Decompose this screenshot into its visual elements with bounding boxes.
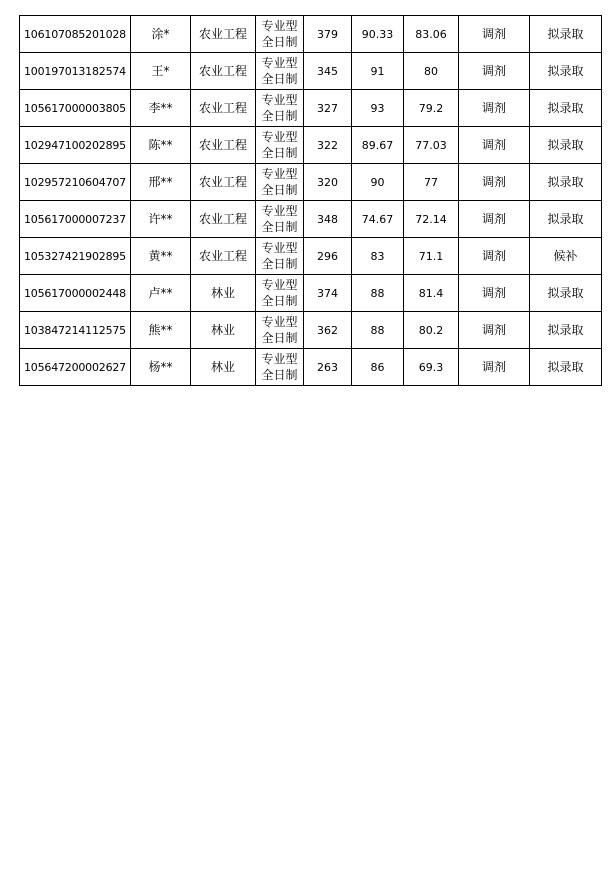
degree-type-line: 全日制 (261, 220, 298, 234)
category-cell: 调剂 (459, 90, 530, 127)
degree-type-cell (256, 164, 304, 201)
result-cell: 拟录取 (530, 127, 602, 164)
exam-id-cell: 106107085201028 (20, 16, 131, 53)
table-row (20, 238, 602, 275)
name-cell: 陈** (131, 127, 191, 164)
category-cell: 调剂 (459, 238, 530, 275)
retest-score-cell: 88 (352, 312, 404, 349)
retest-score-cell: 74.67 (352, 201, 404, 238)
result-cell: 拟录取 (530, 53, 602, 90)
degree-type-line: 专业型 (261, 278, 298, 292)
result-cell: 拟录取 (530, 275, 602, 312)
major-cell: 林业 (191, 275, 256, 312)
major-cell: 农业工程 (191, 90, 256, 127)
retest-score-cell: 91 (352, 53, 404, 90)
degree-type-cell (256, 127, 304, 164)
result-cell: 拟录取 (530, 164, 602, 201)
table-row (20, 201, 602, 238)
table-row (20, 127, 602, 164)
degree-type-cell (256, 238, 304, 275)
degree-type-line: 全日制 (261, 294, 298, 308)
retest-score-cell: 90 (352, 164, 404, 201)
table-row (20, 53, 602, 90)
retest-score-cell: 86 (352, 349, 404, 386)
degree-type-line: 专业型 (261, 130, 298, 144)
degree-type-line: 全日制 (261, 146, 298, 160)
major-cell: 林业 (191, 349, 256, 386)
result-cell: 拟录取 (530, 90, 602, 127)
retest-score-cell: 93 (352, 90, 404, 127)
name-cell: 熊** (131, 312, 191, 349)
initial-score-cell: 320 (304, 164, 352, 201)
degree-type-line: 专业型 (261, 93, 298, 107)
exam-id-cell: 103847214112575 (20, 312, 131, 349)
degree-type-line: 全日制 (261, 368, 298, 382)
exam-id-cell: 105327421902895 (20, 238, 131, 275)
major-cell: 农业工程 (191, 53, 256, 90)
name-cell: 杨** (131, 349, 191, 386)
table-row (20, 16, 602, 53)
degree-type-line: 全日制 (261, 183, 298, 197)
major-cell: 农业工程 (191, 201, 256, 238)
total-score-cell: 69.3 (404, 349, 459, 386)
initial-score-cell: 263 (304, 349, 352, 386)
result-cell: 拟录取 (530, 349, 602, 386)
table-row (20, 90, 602, 127)
degree-type-cell (256, 275, 304, 312)
exam-id-cell: 105647200002627 (20, 349, 131, 386)
initial-score-cell: 362 (304, 312, 352, 349)
degree-type-line: 全日制 (261, 72, 298, 86)
name-cell: 王* (131, 53, 191, 90)
degree-type-cell (256, 16, 304, 53)
name-cell: 涂* (131, 16, 191, 53)
major-cell: 林业 (191, 312, 256, 349)
degree-type-cell (256, 90, 304, 127)
exam-id-cell: 102957210604707 (20, 164, 131, 201)
degree-type-cell (256, 312, 304, 349)
result-cell: 候补 (530, 238, 602, 275)
name-cell: 黄** (131, 238, 191, 275)
exam-id-cell: 105617000007237 (20, 201, 131, 238)
degree-type-line: 全日制 (261, 331, 298, 345)
degree-type-line: 专业型 (261, 56, 298, 70)
exam-id-cell: 102947100202895 (20, 127, 131, 164)
category-cell: 调剂 (459, 127, 530, 164)
initial-score-cell: 348 (304, 201, 352, 238)
name-cell: 李** (131, 90, 191, 127)
exam-id-cell: 100197013182574 (20, 53, 131, 90)
degree-type-line: 专业型 (261, 204, 298, 218)
name-cell: 邢** (131, 164, 191, 201)
degree-type-cell (256, 201, 304, 238)
initial-score-cell: 296 (304, 238, 352, 275)
degree-type-line: 专业型 (261, 19, 298, 33)
degree-type-line: 全日制 (261, 35, 298, 49)
major-cell: 农业工程 (191, 238, 256, 275)
table-row (20, 164, 602, 201)
category-cell: 调剂 (459, 16, 530, 53)
major-cell: 农业工程 (191, 127, 256, 164)
major-cell: 农业工程 (191, 16, 256, 53)
degree-type-line: 专业型 (261, 315, 298, 329)
category-cell: 调剂 (459, 312, 530, 349)
initial-score-cell: 379 (304, 16, 352, 53)
table-row (20, 275, 602, 312)
total-score-cell: 80 (404, 53, 459, 90)
category-cell: 调剂 (459, 349, 530, 386)
name-cell: 卢** (131, 275, 191, 312)
degree-type-cell (256, 53, 304, 90)
total-score-cell: 72.14 (404, 201, 459, 238)
initial-score-cell: 345 (304, 53, 352, 90)
retest-score-cell: 88 (352, 275, 404, 312)
table-body (20, 16, 602, 386)
category-cell: 调剂 (459, 275, 530, 312)
retest-score-cell: 90.33 (352, 16, 404, 53)
retest-score-cell: 89.67 (352, 127, 404, 164)
total-score-cell: 80.2 (404, 312, 459, 349)
admission-table (19, 15, 602, 386)
degree-type-line: 专业型 (261, 167, 298, 181)
total-score-cell: 77.03 (404, 127, 459, 164)
category-cell: 调剂 (459, 201, 530, 238)
degree-type-line: 全日制 (261, 109, 298, 123)
table-row (20, 312, 602, 349)
initial-score-cell: 327 (304, 90, 352, 127)
degree-type-line: 全日制 (261, 257, 298, 271)
table-row (20, 349, 602, 386)
result-cell: 拟录取 (530, 201, 602, 238)
major-cell: 农业工程 (191, 164, 256, 201)
result-cell: 拟录取 (530, 16, 602, 53)
result-cell: 拟录取 (530, 312, 602, 349)
initial-score-cell: 374 (304, 275, 352, 312)
name-cell: 许** (131, 201, 191, 238)
degree-type-line: 专业型 (261, 352, 298, 366)
exam-id-cell: 105617000003805 (20, 90, 131, 127)
total-score-cell: 71.1 (404, 238, 459, 275)
total-score-cell: 77 (404, 164, 459, 201)
degree-type-line: 专业型 (261, 241, 298, 255)
total-score-cell: 79.2 (404, 90, 459, 127)
initial-score-cell: 322 (304, 127, 352, 164)
retest-score-cell: 83 (352, 238, 404, 275)
exam-id-cell: 105617000002448 (20, 275, 131, 312)
total-score-cell: 83.06 (404, 16, 459, 53)
total-score-cell: 81.4 (404, 275, 459, 312)
degree-type-cell (256, 349, 304, 386)
category-cell: 调剂 (459, 164, 530, 201)
category-cell: 调剂 (459, 53, 530, 90)
